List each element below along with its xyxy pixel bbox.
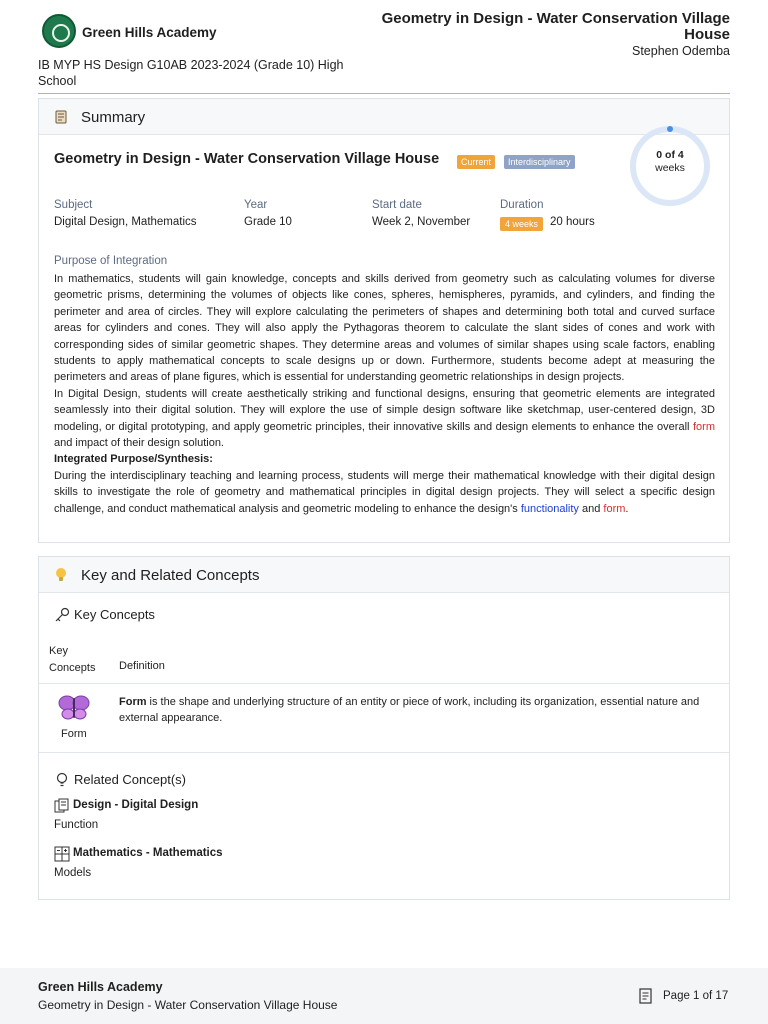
calculator-icon — [54, 846, 70, 862]
unit-title: Geometry in Design - Water Conservation Village House — [381, 10, 730, 43]
key-concept-definition — [119, 694, 719, 726]
table-row — [39, 684, 729, 752]
key-icon — [54, 607, 70, 623]
purpose-design-paragraph — [54, 386, 715, 452]
synthesis-paragraph — [54, 468, 715, 517]
subject-label: Subject — [54, 199, 93, 211]
col-header-key: Key — [49, 645, 68, 657]
purpose-text — [54, 271, 715, 517]
pages-icon — [638, 988, 654, 1004]
concepts-section-title: Key and Related Concepts — [81, 567, 260, 584]
duration-hours: 20 hours — [550, 216, 595, 228]
progress-text — [629, 149, 711, 175]
teacher-name: Stephen Odemba — [632, 44, 730, 58]
footer-unit-title: Geometry in Design - Water Conservation Village House — [38, 998, 338, 1012]
synthesis-label: Integrated Purpose/Synthesis: — [54, 453, 213, 466]
col-header-key-concepts — [49, 643, 109, 677]
lightbulb-icon — [53, 567, 69, 583]
para3-and: and — [578, 502, 604, 515]
col-header-concepts: Concepts — [49, 662, 96, 674]
footer-school-name: Green Hills Academy — [38, 980, 163, 994]
purpose-math-paragraph: In mathematics, students will gain knowledge, concepts and skills derived from geometry such as calculating volumes for diverse geometric prisms, determining the volumes of objects like cones, spheres, hemispheres, pyramids, and cylinders, and finding the perimeter and area of circles. They will explore calculating the perimeters of shapes and determining both total and curved surface areas for cylinders and cones. They will also apply the Pythagoras theorem to calculate the slant sides of cones and work with corresponding sides of similar geometric shapes. They determine areas and volumes of similar shapes using scale factors, enabling students to apply mathematical concepts to scale designs up or down. Furthermore, students become adept at measuring the perimeters and areas of plane figures, which is essential for understanding geometric relationships in design projects. — [54, 273, 715, 384]
page-header — [38, 10, 730, 94]
related-value-models: Models — [54, 867, 92, 879]
school-name: Green Hills Academy — [82, 25, 217, 40]
form-link-2[interactable]: form — [603, 502, 626, 515]
year-value: Grade 10 — [244, 216, 292, 228]
functionality-link[interactable]: functionality — [520, 502, 579, 515]
scroll-icon — [53, 109, 69, 125]
progress-unit: weeks — [655, 162, 685, 174]
progress-count: 0 of 4 — [656, 149, 684, 161]
related-heading-text-2: Mathematics - Mathematics — [73, 847, 223, 859]
para2-end: and impact of their design solution. — [54, 437, 224, 450]
definition-text: is the shape and underlying structure of an entity or piece of work, including its organization, essential nature and external appearance. — [119, 696, 700, 724]
key-concepts-title: Key Concepts — [74, 607, 155, 622]
duration-label: Duration — [500, 199, 544, 211]
summary-card — [38, 98, 730, 543]
related-heading-text: Design - Digital Design — [73, 799, 199, 811]
page-footer — [0, 968, 768, 1024]
summary-section-title: Summary — [81, 109, 146, 126]
para2-text: In Digital Design, students will create aesthetically striking and functional designs, ensuring that geometric elements are integrated seamlessly into their digital solution. They will explore the use of simple design software like sketchmap, user-centered design, 3D modeling, or digital prototyping, and apply geometric principles, their innovative skills and design elements to enhance the overall — [54, 387, 715, 433]
col-header-definition: Definition — [119, 660, 165, 672]
start-date-value: Week 2, November — [372, 216, 471, 228]
related-concepts-title: Related Concept(s) — [74, 772, 186, 787]
duration-weeks-badge: 4 weeks — [500, 217, 543, 231]
course-name: IB MYP HS Design G10AB 2023-2024 (Grade 10) High School — [38, 58, 344, 88]
related-value-function: Function — [54, 819, 99, 831]
year-label: Year — [244, 199, 268, 211]
page-indicator: Page 1 of 17 — [663, 990, 729, 1002]
purpose-label: Purpose of Integration — [54, 255, 168, 267]
form-link[interactable]: form — [693, 420, 715, 433]
summary-header — [39, 99, 729, 135]
subject-value: Digital Design, Mathematics — [54, 216, 197, 228]
table-divider-2 — [39, 752, 729, 753]
design-document-icon — [54, 798, 70, 814]
school-logo — [42, 14, 76, 48]
status-badge-current: Current — [457, 155, 495, 169]
summary-unit-title: Geometry in Design - Water Conservation Village House — [54, 151, 440, 167]
butterfly-icon — [57, 694, 91, 722]
lightbulb-outline-icon — [54, 772, 70, 788]
concepts-card — [38, 556, 730, 900]
definition-term: Form — [119, 696, 147, 708]
para3-end: . — [625, 502, 629, 515]
concepts-header — [39, 557, 729, 593]
status-badge-interdisciplinary: Interdisciplinary — [504, 155, 575, 169]
start-date-label: Start date — [372, 199, 422, 211]
key-concept-name: Form — [61, 728, 87, 740]
para3-text: During the interdisciplinary teaching and learning process, students will merge their mathematical knowledge with their digital design skills to investigate the role of geometry and mathematical principles in digital design projects. They will select a specific design challenge, and conduct mathematical analysis and geometric modeling to enhance the design's — [54, 469, 715, 515]
